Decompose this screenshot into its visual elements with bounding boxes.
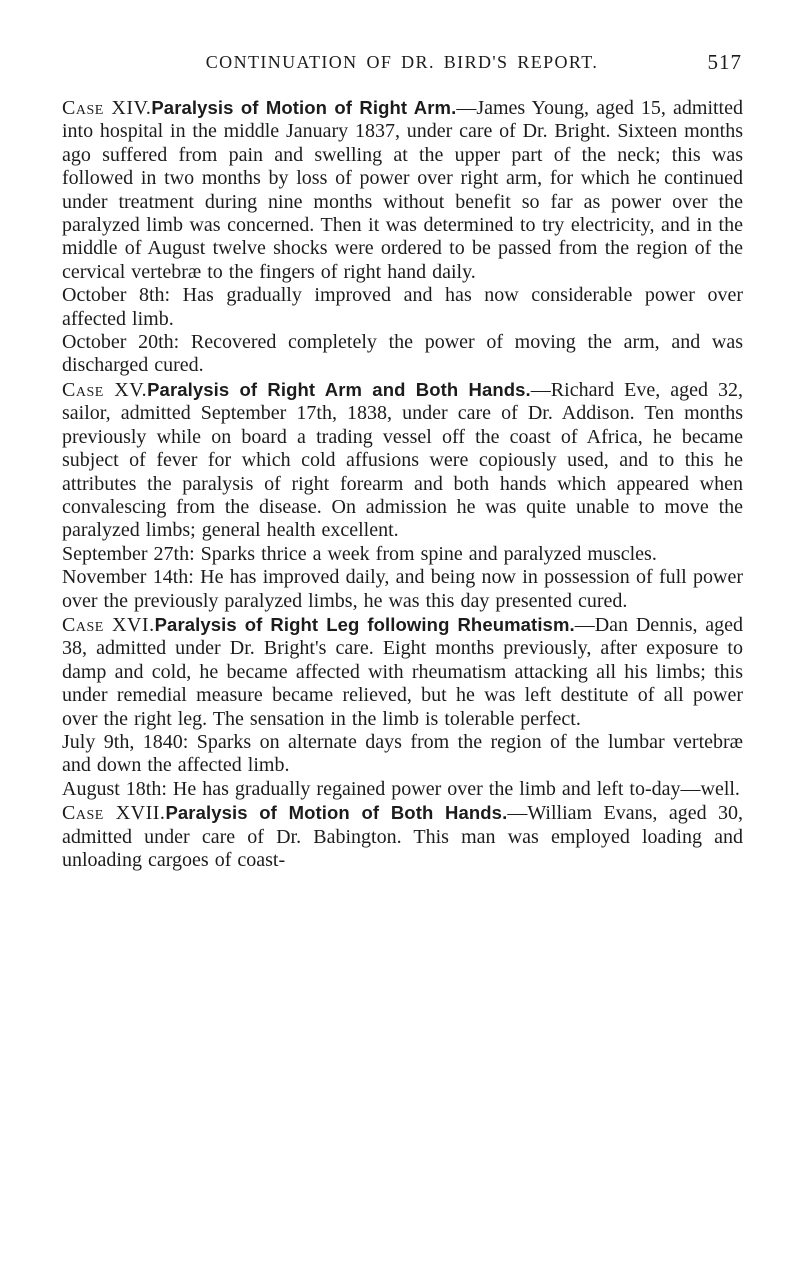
case-paragraph	[62, 613, 743, 731]
running-title: CONTINUATION OF DR. BIRD'S REPORT.	[205, 52, 599, 72]
case-note: July 9th, 1840: Sparks on alternate days from the region of the lumbar vertebræ and down the affected limb.	[62, 730, 743, 777]
case-label: Case XVII.	[62, 802, 166, 825]
case-paragraph	[62, 96, 743, 284]
case-body: —William Evans, aged 30, admitted under care of Dr. Babington. This man was employed loading and unloading cargoes of coast-	[62, 802, 744, 871]
case-paragraph	[62, 378, 743, 543]
case-label: Case XVI.	[62, 613, 155, 636]
case-note: October 20th: Recovered completely the power of moving the arm, and was discharged cured.	[62, 331, 743, 377]
case-title: Paralysis of Motion of Both Hands.	[165, 802, 508, 824]
case-paragraph	[62, 801, 743, 872]
case-body: —Richard Eve, aged 32, sailor, admitted September 17th, 1838, under care of Dr. Addison. Ten months previously while on board a trading vessel off the coast of Africa, he became subject of fever for which cold affusions were copiously used, and to this he attributes the paralysis of right forearm and both hands which appeared when convalescing from the disease. On admission he was quite unable to move the paralyzed limbs; general health excellent.	[62, 378, 743, 542]
case-label: Case XV.	[62, 378, 148, 401]
case-title: Paralysis of Right Leg following Rheumatism.	[154, 613, 575, 635]
case-note: August 18th: He has gradually regained power over the limb and left to-day—well.	[62, 777, 740, 800]
case-label: Case XIV.	[62, 97, 152, 119]
case-body: —James Young, aged 15, admitted into hospital in the middle January 1837, under care of Dr. Bright. Sixteen months ago suffered from pain and swelling at the upper part of the neck; this was followed in two months by loss of power over right arm, for which he continued under treatment during nine months without benefit so far as power over the paralyzed limb was concerned. Then it was determined to try electricity, and in the middle of August twelve shocks were ordered to be passed from the region of the cervical vertebræ to the fingers of right hand daily.	[62, 97, 743, 283]
case-note: October 8th: Has gradually improved and has now considerable power over affected limb.	[62, 284, 743, 330]
body-text	[62, 96, 743, 872]
case-title: Paralysis of Motion of Right Arm.	[151, 97, 457, 118]
page-number: 517	[707, 50, 742, 74]
page-header	[62, 52, 742, 84]
case-body: —Dan Dennis, aged 38, admitted under Dr. Bright's care. Eight months previously, after exposure to damp and cold, he became affected with rheumatism attacking all his limbs; this under remedial measure became relieved, but he was left destitute of all power over the right leg. The sensation in the limb is tolerable perfect.	[62, 613, 743, 730]
case-note: September 27th: Sparks thrice a week from spine and paralyzed muscles.	[62, 542, 657, 565]
case-note: November 14th: He has improved daily, and being now in possession of full power over the previously paralyzed limbs, he was this day presented cured.	[62, 566, 743, 612]
case-title: Paralysis of Right Arm and Both Hands.	[147, 378, 531, 400]
